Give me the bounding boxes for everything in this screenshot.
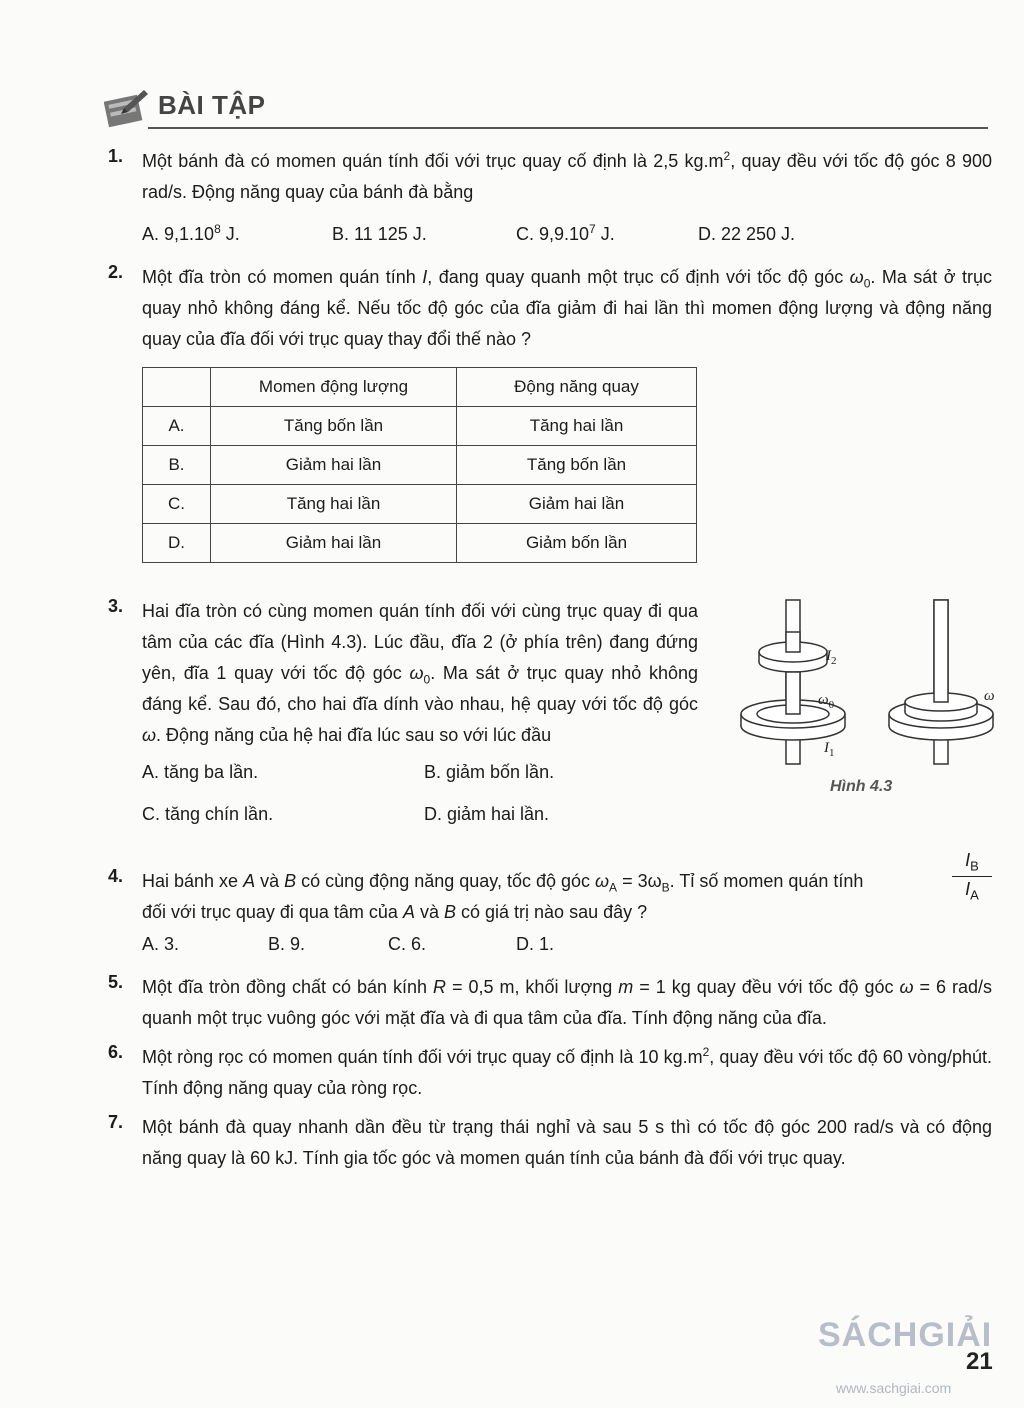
table-cell: Tăng bốn lần xyxy=(211,407,457,446)
option-c: C. 6. xyxy=(388,934,427,954)
page-number: 21 xyxy=(966,1348,993,1375)
exercise-text: Hai đĩa tròn có cùng momen quán tính đối với cùng trục quay đi qua tâm của các đĩa (Hình 4.3). Lúc đầu, đĩa 2 (ở phía trên) đang đứng yên, đĩa 1 quay với tốc độ góc $\omega_0$. Ma sát ở trục quay nhỏ không đáng kể. Sau đó, cho hai đĩa dính vào nhau, hệ quay với tốc độ góc ω. Động năng của hệ hai đĩa lúc sau so với lúc đầu xyxy=(142,601,699,745)
table-header-row xyxy=(143,368,697,407)
table-cell: Tăng hai lần xyxy=(211,485,457,524)
exercise-6 xyxy=(108,1042,992,1104)
fraction-denominator: $I_A$ xyxy=(965,878,979,903)
table-row xyxy=(143,524,697,563)
table-row xyxy=(143,407,697,446)
option-d: D. 22 250 J. xyxy=(698,224,796,244)
option-a: A. 9,1.10$^8$ J. xyxy=(142,222,240,244)
table-header-cell: Động năng quay xyxy=(457,368,697,407)
exercise-number: 1. xyxy=(108,146,124,166)
label-I2: $I_2$ xyxy=(826,648,837,667)
table-cell: B. xyxy=(143,446,211,485)
option-d: D. 1. xyxy=(516,934,555,954)
table-row xyxy=(143,485,697,524)
pencil-book-icon xyxy=(104,86,150,128)
exercise-text: Một bánh đà có momen quán tính đối với trục quay cố định là 2,5 $kg.m^2$, quay đều với tốc độ góc 8 900 rad/s. Động năng quay của bánh đà bằng xyxy=(142,149,993,202)
header-rule xyxy=(148,127,988,129)
table-cell: Giảm hai lần xyxy=(457,485,697,524)
watermark-logo: SÁCHGIẢI xyxy=(818,1316,993,1354)
table-header-cell xyxy=(143,368,211,407)
exercise-text: Một đĩa tròn đồng chất có bán kính R = 0,5 m, khối lượng m = 1 kg quay đều với tốc độ góc ω = 6 rad/s quanh một trục vuông góc với mặt đĩa và đi qua tâm của đĩa. Tính động năng của đĩa. xyxy=(142,977,992,1028)
exercise-text: Một đĩa tròn có momen quán tính I, đang quay quanh một trục cố định với tốc độ góc $\omega_0$. Ma sát ở trục quay nhỏ không đáng kể. Nếu tốc độ góc của đĩa giảm đi hai lần thì momen động lượng và động năng quay của đĩa đối với trục quay thay đổi thế nào ? xyxy=(142,267,992,349)
answer-table xyxy=(142,367,697,563)
exercise-1 xyxy=(108,146,992,208)
figure-4-3-discs xyxy=(738,596,1022,772)
option-d: D. giảm hai lần. xyxy=(424,804,550,824)
table-cell: Tăng bốn lần xyxy=(457,446,697,485)
figure-caption: Hình 4.3 xyxy=(830,778,893,795)
table-cell: Giảm bốn lần xyxy=(457,524,697,563)
option-c: C. 9,9.10$^7$ J. xyxy=(516,222,615,244)
label-omega0: $\omega_0$ xyxy=(818,692,835,711)
option-c: C. tăng chín lần. xyxy=(142,804,274,824)
exercise-7 xyxy=(108,1112,992,1174)
inertia-ratio-fraction xyxy=(952,850,992,902)
table-cell: Giảm hai lần xyxy=(211,446,457,485)
exercise-text: Một bánh đà quay nhanh dần đều từ trạng thái nghỉ và sau 5 s thì có tốc độ góc 200 rad/s và có động năng quay là 60 kJ. Tính gia tốc góc và momen quán tính của bánh đà đối với trục quay. xyxy=(142,1117,992,1168)
exercise-2 xyxy=(108,262,992,355)
exercise-number: 7. xyxy=(108,1112,124,1132)
table-cell: D. xyxy=(143,524,211,563)
separate-discs-drawing xyxy=(741,600,845,764)
exercise-number: 5. xyxy=(108,972,124,992)
combined-discs-drawing xyxy=(889,600,993,764)
exercise-number: 2. xyxy=(108,262,124,282)
table-header-cell: Momen động lượng xyxy=(211,368,457,407)
table-cell: Tăng hai lần xyxy=(457,407,697,446)
option-a: A. tăng ba lần. xyxy=(142,762,259,782)
option-b: B. 9. xyxy=(268,934,306,954)
fraction-numerator: $I_B$ xyxy=(952,850,992,877)
section-header xyxy=(104,86,988,130)
exercise-number: 6. xyxy=(108,1042,124,1062)
exercise-5 xyxy=(108,972,992,1034)
watermark-url: www.sachgiai.com xyxy=(836,1380,952,1396)
exercise-text: Hai bánh xe A và B có cùng động năng quay, tốc độ góc $\omega_A = 3\omega_B$. Tỉ số momen quán tính đối với trục quay đi qua tâm của A và B có giá trị nào sau đây ? xyxy=(142,871,864,922)
exercise-number: 4. xyxy=(108,866,124,886)
table-cell: Giảm hai lần xyxy=(211,524,457,563)
exercise-4 xyxy=(108,866,942,928)
exercise-number: 3. xyxy=(108,596,124,616)
section-title: BÀI TẬP xyxy=(158,90,266,120)
exercise-text: Một ròng rọc có momen quán tính đối với trục quay cố định là 10 $kg.m^2$, quay đều với tốc độ 60 vòng/phút. Tính động năng quay của ròng rọc. xyxy=(142,1045,992,1098)
option-a: A. 3. xyxy=(142,934,180,954)
table-cell: C. xyxy=(143,485,211,524)
label-omega: ω xyxy=(984,688,995,704)
exercise-3 xyxy=(108,596,698,751)
option-b: B. giảm bốn lần. xyxy=(424,762,555,782)
label-I1: $I_1$ xyxy=(824,740,835,759)
table-cell: A. xyxy=(143,407,211,446)
table-row xyxy=(143,446,697,485)
option-b: B. 11 125 J. xyxy=(332,224,427,244)
